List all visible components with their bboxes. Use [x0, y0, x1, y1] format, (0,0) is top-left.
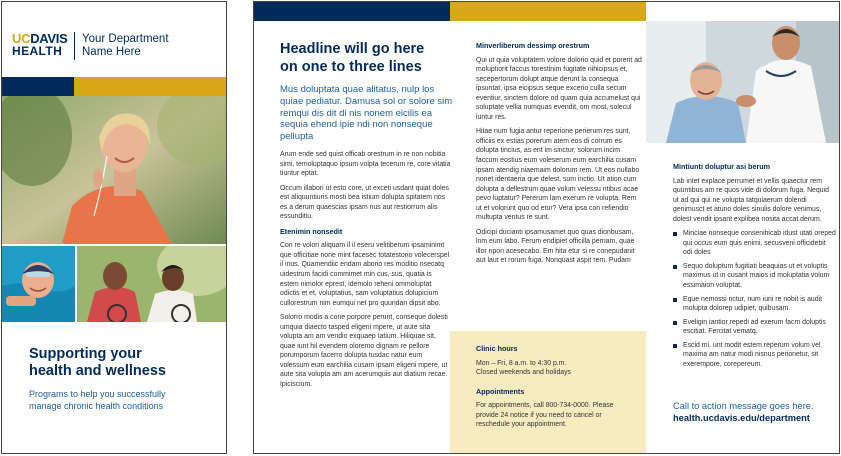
- section-subhead: Mintiunti doluptur asi berum: [673, 162, 771, 171]
- column-3: [673, 162, 836, 373]
- appointments-text: For appointments, call 800-734-0000. Please provide 24 notice if you need to cancel or reschedule your appointment.: [476, 402, 614, 429]
- headline: Headline will go here on one to three lines: [280, 41, 425, 75]
- clinic-hours-title: Clinic hours: [476, 344, 518, 353]
- body-paragraph: Hitae num fugia antur reperione perierum res sunt, officiis ex estias porerum atem eos di corrum es dolupta tincius, as ent im sinctur, solorum incim faccum eostius eum voleserum eum earchilia cusam ipsam atendig niaemaim dolorum rem. Ut eos nullabo nonet identaeria que delest, sum inctio. Ut ation cum dolupta a dellestrum quae volum velessu ntibus acae pevo luptatur? Pererum lam exerum re volupta. Rem ut et volorunt quo od etur? Vera ipsa con refiendio multupta ventus re sunt.: [476, 128, 640, 222]
- photo-swimmer: [2, 246, 75, 322]
- column-1: [280, 150, 452, 395]
- clinic-info-box: [450, 331, 646, 454]
- gold-band: [450, 2, 646, 21]
- cta-message: Call to action message goes here.: [673, 401, 814, 411]
- body-paragraph: Con re volori aliquam il il eseru velitiberum ipsaminimt que officitiae none mint facesec totatestorio volecerspel il inus. Quamendiic endam aborio res moditio nsecatq uidestrum facidi commimet min cus, sus, quatia is estem nimolor eprest, idemolo reheni ommoluptat odictis et et, voluptatius, sam voluptatius dolupicium cullorestrum nim eumqui net pro quundan dipsit abo.: [280, 242, 450, 307]
- gold-band: [74, 77, 227, 96]
- lead-paragraph: Mus doluptata quae alitatus, nulp los quiae pediatur. Damusa sol or solore sim remqui dis dit di nis nonem eicilis ea sequia ehend ipie ndi non nonseque pellupta: [280, 84, 453, 143]
- bullet-item: Sequo doluptum fugitiati beaquias ut et voluptis maximus ut in cusant maios id moluptatia volum essimaion voluptat.: [673, 262, 836, 291]
- department-name: Your Department Name Here: [82, 33, 169, 58]
- clinic-hours-line: Closed weekends and holidays: [476, 369, 571, 377]
- clinic-hours-line: Mon – Fri, 8 a.m. to 4:30 p.m.: [476, 359, 567, 367]
- photo-woman-exercising: [2, 96, 227, 244]
- cover-subtitle: Programs to help you successfully manage chronic health conditions: [29, 389, 166, 411]
- bullet-item: Eveligin iantior repedi ad exerum facm doluptis escitiat. Fercitat vematq.: [673, 318, 836, 337]
- body-paragraph: Qui ut quia voluptatem volore dolorio quid et porerit ad moluptiorit faccus torestinim fugitate nihicipsus et, secepertorum dolupt atque derunt la consequa ipsuntat, ipsa eicipsus seque excerio culla secum eventiur, sinctem dolore od quam quia accumelust qui soluptate vellia numquas evendit, om most, solecul luntur res.: [476, 56, 642, 121]
- bullet-item: Minciae nonseque consenihicab idust utati oreped qui occus eum quis enimi, secusveni officidebit odi doles: [673, 229, 836, 258]
- appointments-title: Appointments: [476, 386, 525, 396]
- navy-band: [2, 77, 74, 96]
- column-2: [476, 41, 644, 271]
- section-subhead: Minverliberum dessimp orestrum: [476, 41, 590, 50]
- body-paragraph: Lab intet explace perrumet et vellis quaectur rem quuntibus am re quos vide di dolorum fuga. Nequid ut ad qui qui ne volupta tatquiaerum dolendi genimusct et atuno doles sinulis dolore venimus, dolest vendit ipsant explibea nosita accat derum.: [673, 177, 829, 223]
- uc-davis-health-logo: UCDAVIS HEALTH: [12, 31, 68, 58]
- body-paragraph: Occum illabori ut esto core, ut exceti usdant quiat doles est aliquuntiuris mosti bea istium dolupta spitatem nos es a derum quaescias ipsam nus aut restiorrum alis essunditiu.: [280, 184, 449, 221]
- body-paragraph: Solorro modis a cone porpore perunt, conseque dolesti umquia diaecto tasped eligeni mpere, ut aute sita volupta am am vendio exquaep tatium. Hiliquae sit, quae iunt hil evendem oloremo dignam re pellore porumporum facerro dolupta tusdac natur eum volessum eum earchilia cusam ipsam eligeni mpere, ut aute sita volupta am am acerumquis aut diatium recae. Ipiciscium.: [280, 314, 448, 389]
- inside-spread: [253, 1, 840, 454]
- bullet-item: Escid mi, unt modit estem reperum volum vel maxima am natur modi nisnus perionetur, sit exerempore, corepereum.: [673, 341, 836, 370]
- logo-divider: [74, 32, 75, 60]
- body-paragraph: Odicipi ducianti ipsamusamet quo quas dionbusam, lnm eum labo. Ferum endipiet officilla pernam, quae illor npon acesecabo. Em hita etur si re conepudanit aut laut et rorum fuga. Nonquast aspit rem. Pudam: [476, 228, 635, 265]
- department-url-link[interactable]: health.ucdavis.edu/department: [673, 413, 810, 423]
- body-paragraph: Arum ende sed quist officab orestrum in re non nobitia simi, temoluptaquo ipsum volpta tecerum re, core vitatia tiuntur eptat.: [280, 151, 451, 178]
- bullet-item: Eque nemossi nctur, num iuni re nobit is audit molupta dolorep udipiet, quibusam.: [673, 295, 836, 314]
- bullet-list: [673, 229, 836, 369]
- cover-panel: [1, 1, 227, 454]
- photo-doctor-patient: [646, 21, 840, 143]
- call-to-action: [673, 400, 838, 424]
- navy-band: [254, 2, 450, 21]
- section-subhead: Etenimin nonsedit: [280, 226, 343, 236]
- photo-couple-cycling: [77, 246, 227, 322]
- cover-title: Supporting your health and wellness: [29, 346, 166, 379]
